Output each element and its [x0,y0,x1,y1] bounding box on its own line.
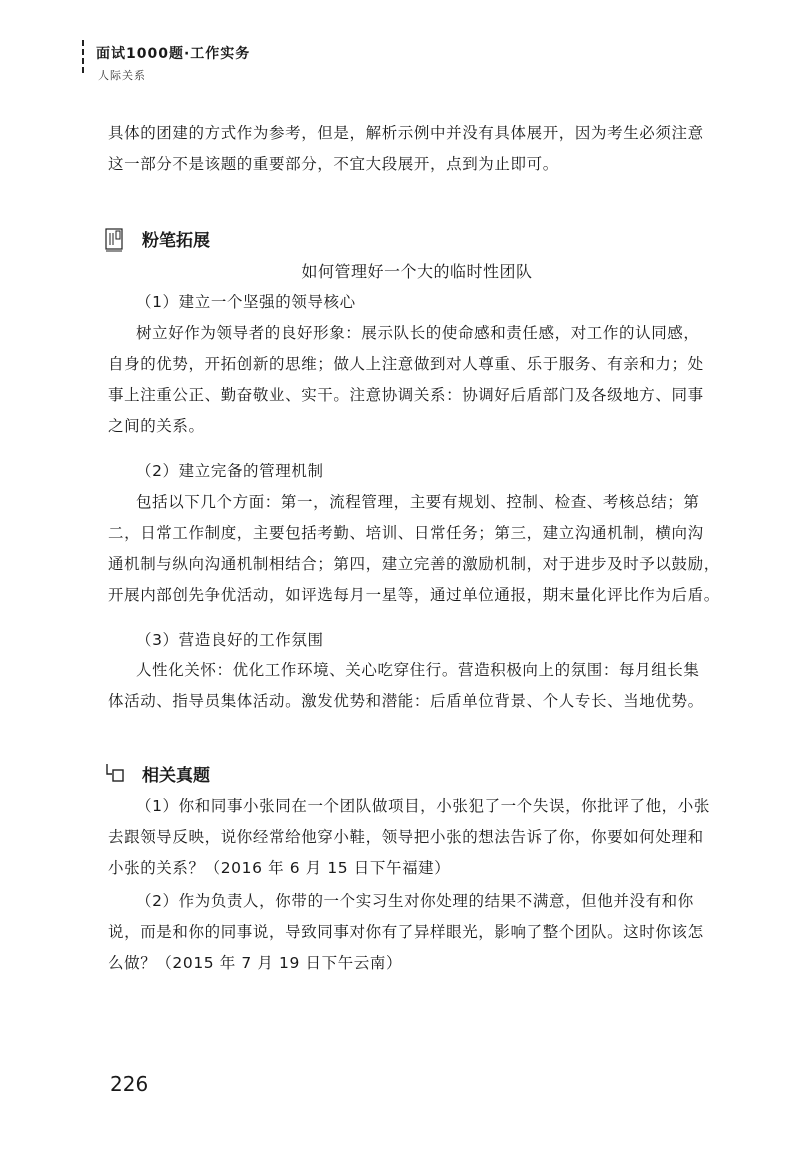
text-line: 包括以下几个方面：第一，流程管理，主要有规划、控制、检查、考核总结；第 [136,493,700,511]
item-body [108,318,726,442]
question-icon [104,762,128,786]
text-line: 这一部分不是该题的重要部分，不宜大段展开，点到为止即可。 [108,155,559,173]
text-line: 具体的团建的方式作为参考，但是，解析示例中并没有具体展开，因为考生必须注意 [108,124,704,142]
text-line: 开展内部创先争优活动，如评选每月一星等，通过单位通报，期末量化评比作为后盾。 [108,586,720,604]
header-marker [80,40,86,74]
text-line: 去跟领导反映，说你经常给他穿小鞋，领导把小张的想法告诉了你，你要如何处理和 [108,828,704,846]
text-line: 通机制与纵向沟通机制相结合；第四，建立完善的激励机制，对于进步及时予以鼓励， [108,555,720,573]
extension-heading [104,226,210,251]
item-heading: （1）建立一个坚强的领导核心 [136,293,356,311]
text-line: 人性化关怀：优化工作环境、关心吃穿住行。营造积极向上的氛围：每月组长集 [136,661,700,679]
running-header-title: 面试1000题·工作实务 [96,46,251,62]
text-line: 之间的关系。 [108,417,205,435]
item-body [108,487,726,611]
question-item [108,886,726,979]
extension-title: 如何管理好一个大的临时性团队 [301,262,533,281]
page-number: 226 [110,1072,149,1096]
book-icon [104,227,128,251]
question-item [108,791,726,884]
item-body [108,655,726,717]
text-line: （1）你和同事小张同在一个团队做项目，小张犯了一个失误，你批评了他，小张 [136,797,710,815]
text-line: 树立好作为领导者的良好形象：展示队长的使命感和责任感，对工作的认同感， [136,324,700,342]
text-line: 自身的优势，开拓创新的思维；做人上注意做到对人尊重、乐于服务、有亲和力；处 [108,355,704,373]
intro-paragraph [108,118,726,180]
related-heading-text: 相关真题 [142,766,210,786]
text-line: （2）作为负责人，你带的一个实习生对你处理的结果不满意，但他并没有和你 [136,892,694,910]
item-heading: （3）营造良好的工作氛围 [136,631,324,649]
text-line: 事上注重公正、勤奋敬业、实干。注意协调关系：协调好后盾部门及各级地方、同事 [108,386,704,404]
text-line: 么做？（2015 年 7 月 19 日下午云南） [108,954,403,972]
item-heading: （2）建立完备的管理机制 [136,462,324,480]
related-heading [104,761,210,786]
text-line: 小张的关系？（2016 年 6 月 15 日下午福建） [108,859,451,877]
text-line: 体活动、指导员集体活动。激发优势和潜能：后盾单位背景、个人专长、当地优势。 [108,692,704,710]
text-line: 二，日常工作制度，主要包括考勤、培训、日常任务；第三，建立沟通机制，横向沟 [108,524,704,542]
extension-heading-text: 粉笔拓展 [142,231,210,251]
running-header-subtitle: 人际关系 [98,69,146,82]
text-line: 说，而是和你的同事说，导致同事对你有了异样眼光，影响了整个团队。这时你该怎 [108,923,704,941]
